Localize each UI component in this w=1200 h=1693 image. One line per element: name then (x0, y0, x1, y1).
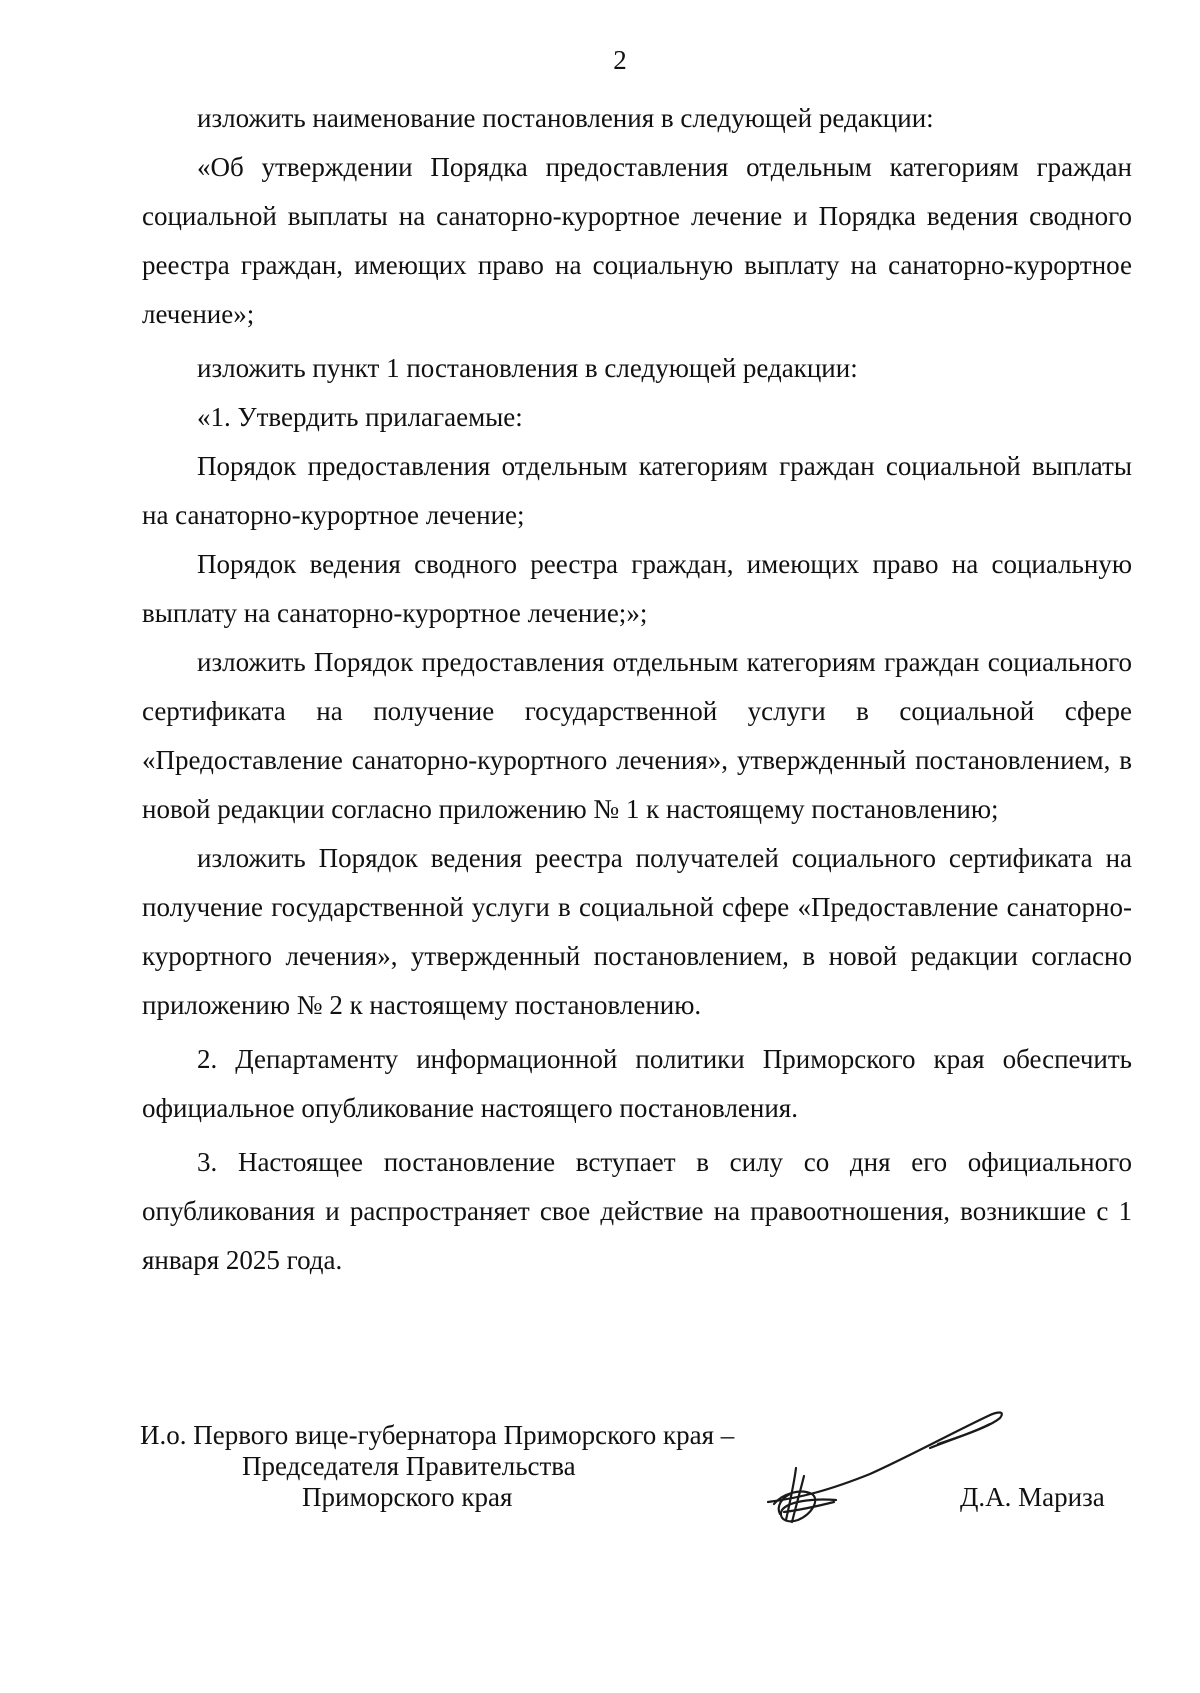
signer-position-line-2: Председателя Правительства (242, 1451, 576, 1481)
paragraph-approve: «1. Утвердить прилагаемые: (197, 402, 523, 432)
paragraph-rename-title: изложить наименование постановления в следующей редакции: (197, 103, 934, 133)
paragraph-order-registry: Порядок ведения сводного реестра граждан, имеющих право на социальную выплату на санаторно-курортное лечение;»; (142, 549, 1132, 628)
handwritten-signature-icon (760, 1398, 1030, 1548)
page-number: 2 (613, 45, 627, 75)
paragraph-rename-point-1: изложить пункт 1 постановления в следующей редакции: (197, 353, 858, 383)
paragraph-new-title: «Об утверждении Порядка предоставления отдельным категориям граждан социальной выплаты на санаторно-курортное лечение и Порядка ведения сводного реестра граждан, имеющих право на социальную выплату на санаторно-курортное лечение»; (142, 152, 1132, 329)
paragraph-order-certificate: изложить Порядок предоставления отдельным категориям граждан социального сертификата на получение государственной услуги в социальной сфере «Предоставление санаторно-курортного лечения», утвержденный постановлением, в новой редакции согласно приложению № 1 к настоящему постановлению; (142, 647, 1132, 824)
document-body (142, 94, 1132, 1285)
paragraph-order-payment: Порядок предоставления отдельным категориям граждан социальной выплаты на санаторно-курортное лечение; (142, 451, 1132, 530)
paragraph-entry-into-force: 3. Настоящее постановление вступает в силу со дня его официального опубликования и распространяет свое действие на правоотношения, возникшие с 1 января 2025 года. (142, 1147, 1132, 1275)
signer-name: Д.А. Мариза (960, 1482, 1105, 1512)
paragraph-publication: 2. Департаменту информационной политики Приморского края обеспечить официальное опубликование настоящего постановления. (142, 1044, 1132, 1123)
signer-position-line-3: Приморского края (302, 1482, 513, 1512)
paragraph-order-recipients-registry: изложить Порядок ведения реестра получателей социального сертификата на получение государственной услуги в социальной сфере «Предоставление санаторно-курортного лечения», утвержденный постановлением, в новой редакции согласно приложению № 2 к настоящему постановлению. (142, 843, 1132, 1020)
signer-position-line-1: И.о. Первого вице-губернатора Приморского края – (140, 1420, 735, 1450)
